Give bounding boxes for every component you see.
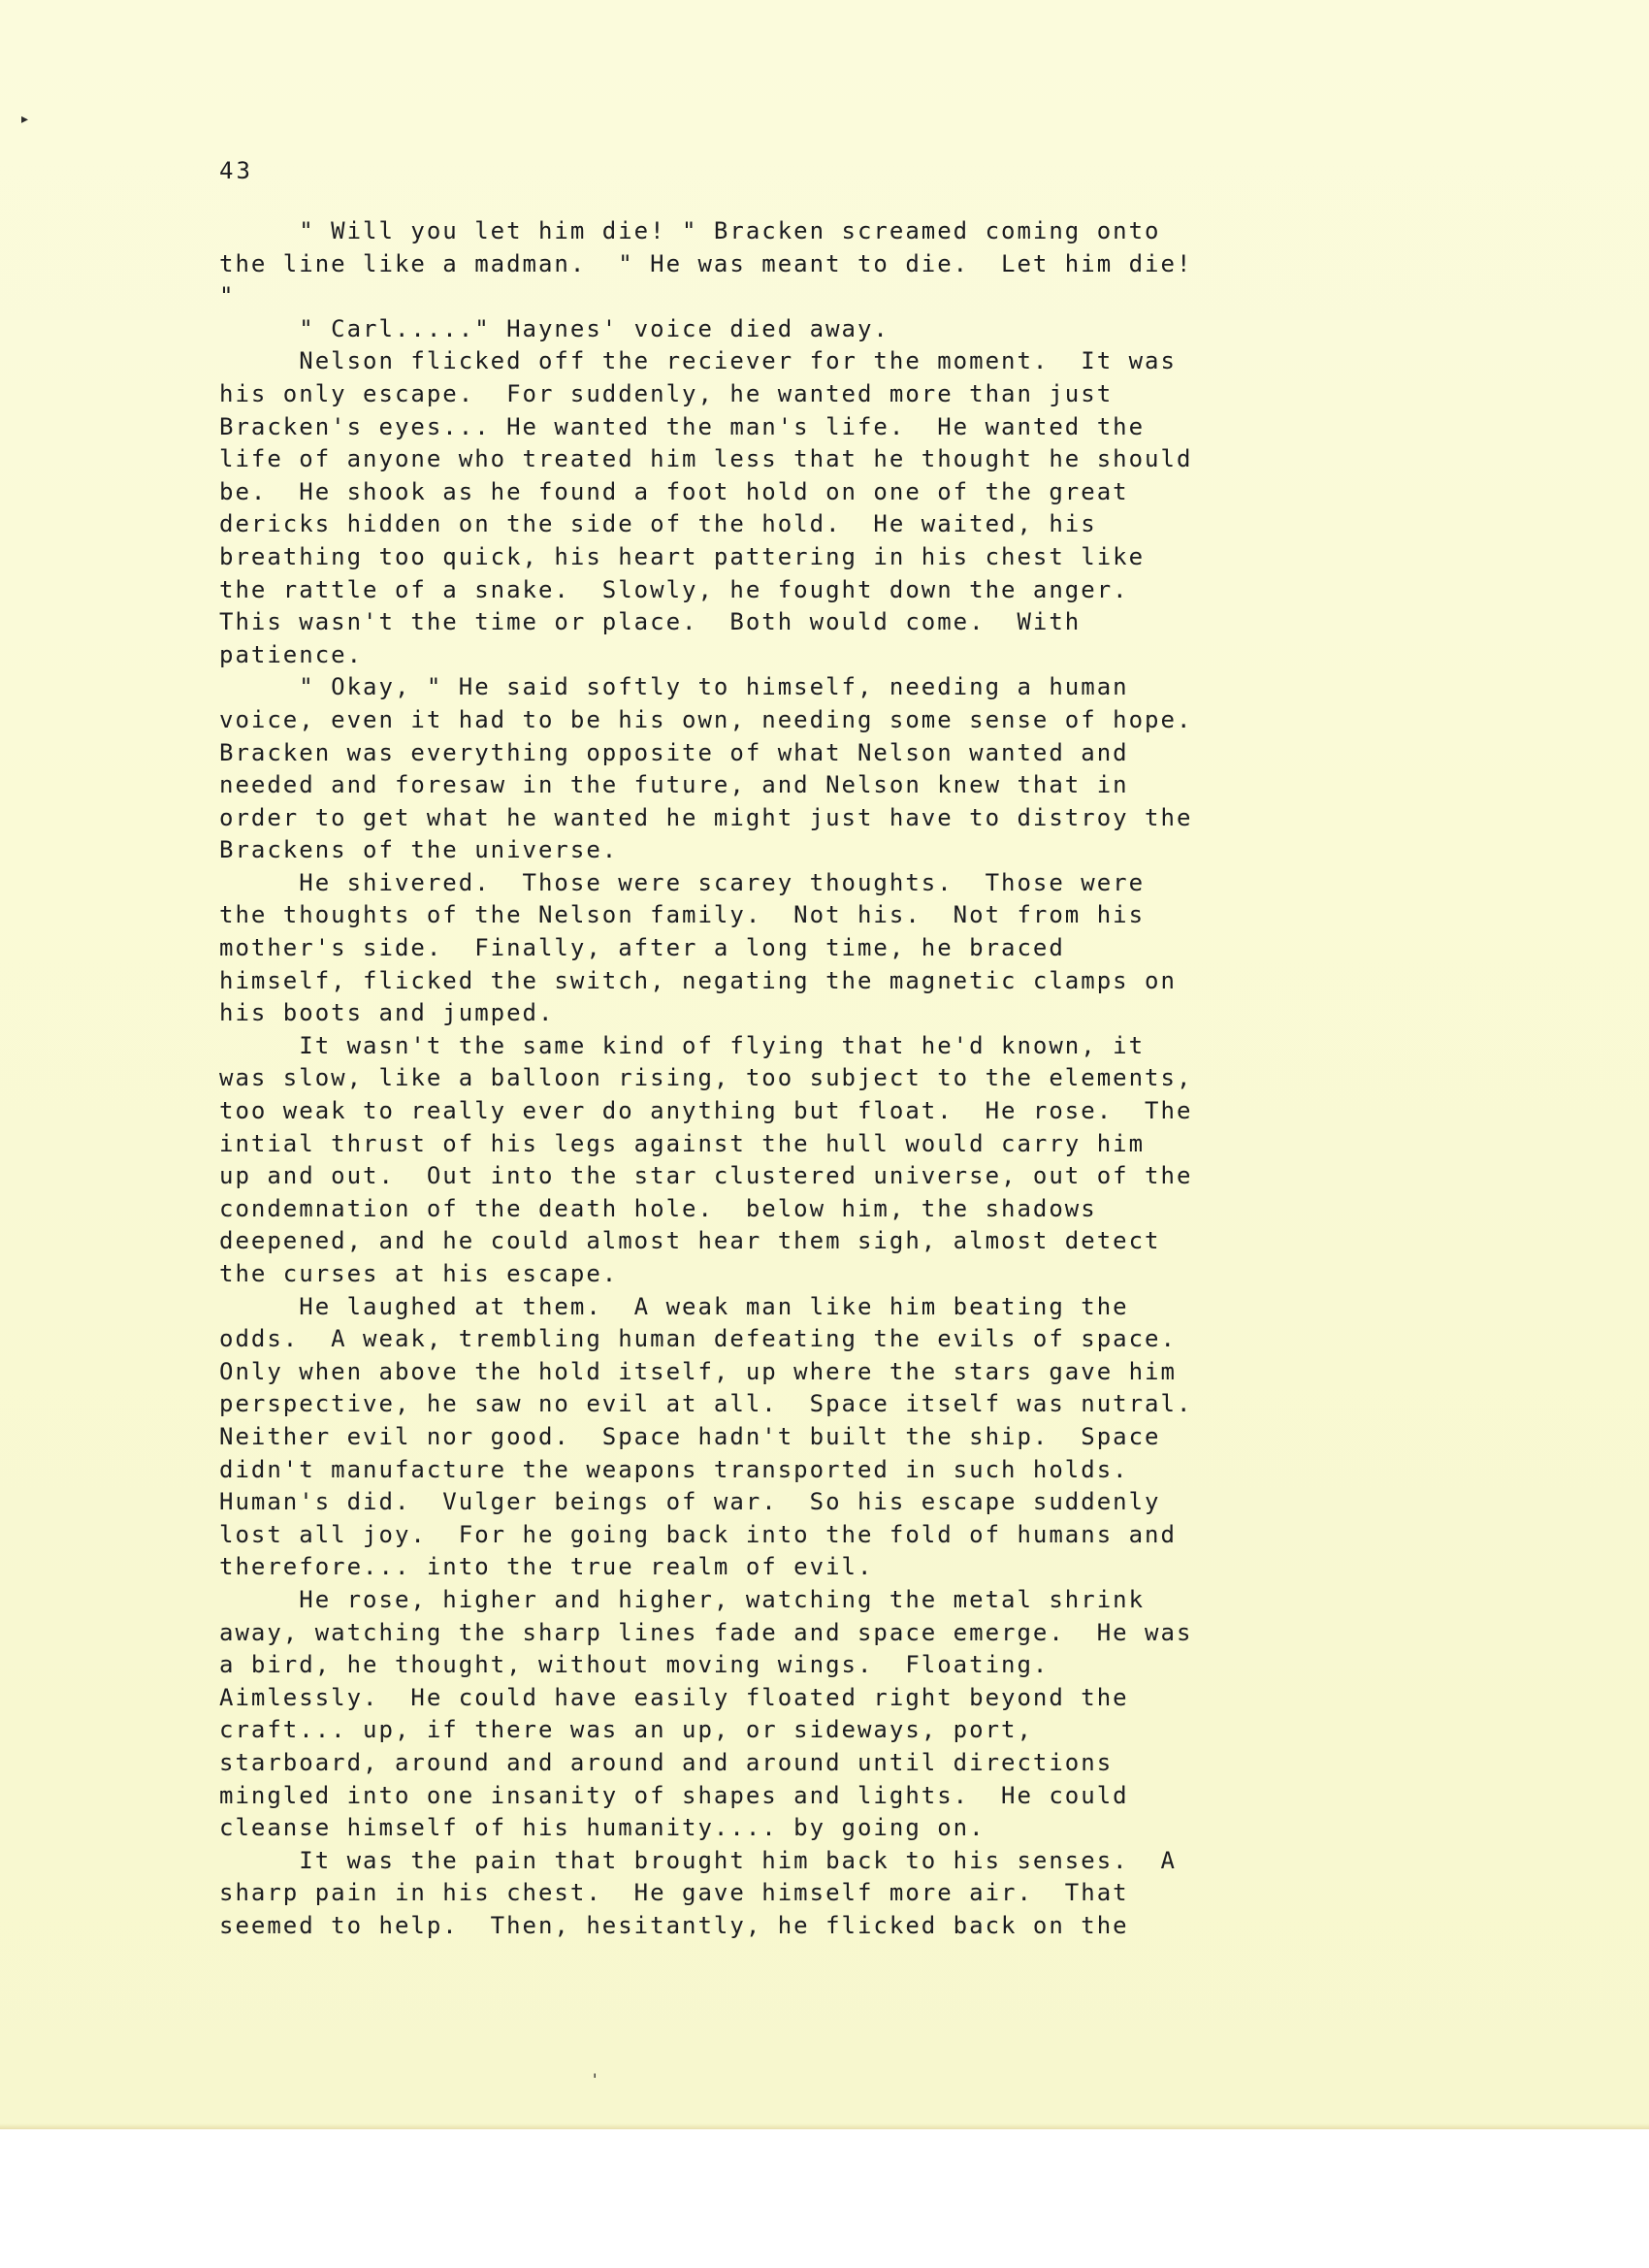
text-line: Brackens of the universe. <box>219 836 619 864</box>
text-line: lost all joy. For he going back into the fold of humans and <box>219 1520 1177 1548</box>
text-line: It was the pain that brought him back to his senses. A <box>219 1846 1177 1874</box>
text-line: life of anyone who treated him less that he thought he should <box>219 445 1193 473</box>
text-line: " Will you let him die! " Bracken screamed coming onto <box>219 217 1161 244</box>
text-line: needed and foresaw in the future, and Nelson knew that in <box>219 771 1129 799</box>
text-line: perspective, he saw no evil at all. Space itself was nutral. <box>219 1390 1193 1418</box>
typed-text-body <box>219 215 1437 1942</box>
text-line: be. He shook as he found a foot hold on one of the great <box>219 477 1129 505</box>
text-line: dericks hidden on the side of the hold. He waited, his <box>219 510 1097 538</box>
text-line: away, watching the sharp lines fade and space emerge. He was <box>219 1618 1193 1646</box>
text-line: He rose, higher and higher, watching the metal shrink <box>219 1585 1146 1613</box>
text-line: Bracken's eyes... He wanted the man's life. He wanted the <box>219 412 1146 440</box>
text-line: Only when above the hold itself, up where the stars gave him <box>219 1357 1177 1385</box>
text-line: starboard, around and around and around until directions <box>219 1748 1114 1776</box>
text-line: the line like a madman. " He was meant to die. Let him die! <box>219 249 1193 277</box>
page-number: 43 <box>219 157 253 184</box>
text-line: Aimlessly. He could have easily floated right beyond the <box>219 1683 1129 1711</box>
text-line: deepened, and he could almost hear them sigh, almost detect <box>219 1227 1161 1255</box>
text-line: Bracken was everything opposite of what Nelson wanted and <box>219 738 1129 766</box>
text-line: Neither evil nor good. Space hadn't built the ship. Space <box>219 1422 1161 1450</box>
stray-mark: ' <box>593 2070 598 2089</box>
text-line: sharp pain in his chest. He gave himself more air. That <box>219 1879 1129 1907</box>
text-line: " Okay, " He said softly to himself, needing a human <box>219 673 1129 701</box>
text-line: too weak to really ever do anything but float. He rose. The <box>219 1097 1193 1125</box>
text-line: This wasn't the time or place. Both would come. With <box>219 608 1082 636</box>
text-line: mingled into one insanity of shapes and lights. He could <box>219 1781 1129 1809</box>
text-line: " <box>219 282 236 310</box>
text-line: condemnation of the death hole. below him, the shadows <box>219 1194 1097 1222</box>
text-line: the thoughts of the Nelson family. Not his. Not from his <box>219 901 1146 929</box>
text-line: up and out. Out into the star clustered universe, out of the <box>219 1162 1193 1190</box>
text-line: his only escape. For suddenly, he wanted more than just <box>219 379 1114 407</box>
text-line: a bird, he thought, without moving wings. Floating. <box>219 1651 1050 1679</box>
text-line: mother's side. Finally, after a long time, he braced <box>219 934 1065 962</box>
text-line: odds. A weak, trembling human defeating the evils of space. <box>219 1325 1177 1353</box>
text-line: Nelson flicked off the reciever for the moment. It was <box>219 347 1177 375</box>
text-line: He shivered. Those were scarey thoughts. Those were <box>219 868 1146 896</box>
text-line: his boots and jumped. <box>219 999 555 1027</box>
text-line: the rattle of a snake. Slowly, he fought down the anger. <box>219 575 1129 603</box>
margin-mark: ▸ <box>21 112 29 127</box>
text-line: cleanse himself of his humanity.... by going on. <box>219 1814 986 1842</box>
text-line: " Carl....." Haynes' voice died away. <box>219 314 889 342</box>
text-line: the curses at his escape. <box>219 1260 619 1287</box>
text-line: patience. <box>219 640 364 668</box>
text-line: therefore... into the true realm of evil. <box>219 1553 874 1581</box>
text-line: craft... up, if there was an up, or sideways, port, <box>219 1716 1033 1744</box>
text-line: himself, flicked the switch, negating the magnetic clamps on <box>219 966 1177 994</box>
text-line: It wasn't the same kind of flying that he'd known, it <box>219 1031 1146 1059</box>
text-line: Human's did. Vulger beings of war. So his escape suddenly <box>219 1488 1161 1516</box>
text-line: was slow, like a balloon rising, too subject to the elements, <box>219 1064 1193 1092</box>
text-line: seemed to help. Then, hesitantly, he flicked back on the <box>219 1911 1129 1939</box>
text-line: intial thrust of his legs against the hull would carry him <box>219 1129 1146 1157</box>
text-line: voice, even it had to be his own, needing some sense of hope. <box>219 705 1193 733</box>
text-line: breathing too quick, his heart pattering in his chest like <box>219 542 1146 570</box>
text-line: didn't manufacture the weapons transported in such holds. <box>219 1455 1129 1483</box>
text-line: order to get what he wanted he might just have to distroy the <box>219 803 1193 831</box>
text-line: He laughed at them. A weak man like him beating the <box>219 1292 1129 1320</box>
